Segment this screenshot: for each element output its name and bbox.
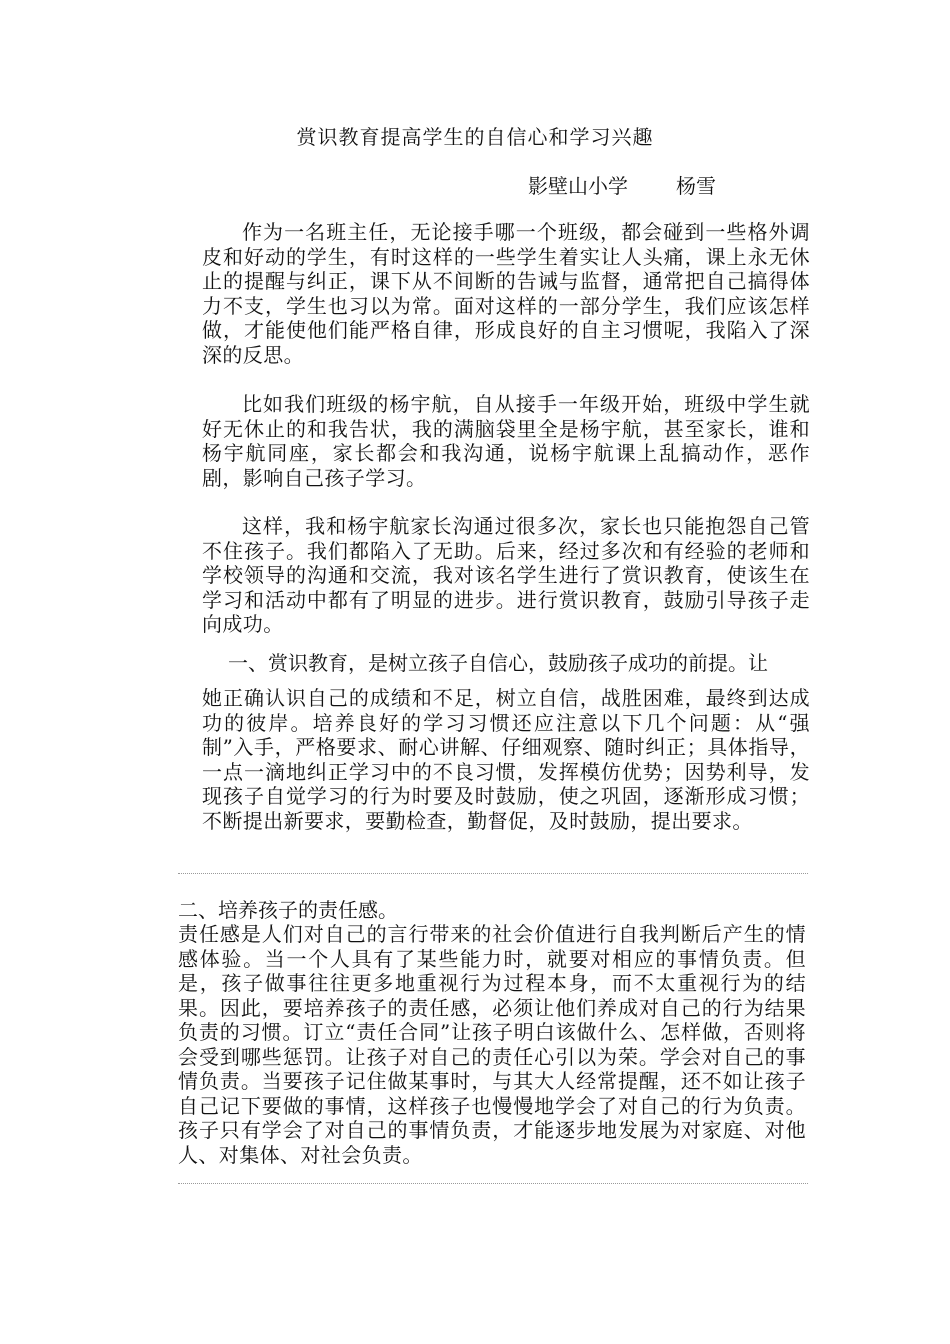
section-1-heading: 一、赏识教育，是树立孩子自信心，鼓励孩子成功的前提。让 [228,651,768,675]
section-1-body: 她正确认识自己的成绩和不足，树立自信，战胜困难，最终到达成功的彼岸。培养良好的学习习惯还应注意以下几个问题：从“强制”入手，严格要求、耐心讲解、仔细观察、随时纠正；具体指导，一点一滴地纠正学习中的不良习惯，发挥模仿优势；因势利导，发现孩子自觉学习的行为时要及时鼓励，使之巩固，逐渐形成习惯；不断提出新要求，要勤检查，勤督促，及时鼓励，提出要求。 [202,686,810,833]
paragraph-2: 比如我们班级的杨宇航，自从接手一年级开始，班级中学生就好无休止的和我告状，我的满脑袋里全是杨宇航，甚至家长，谁和杨宇航同座，家长都会和我沟通，说杨宇航课上乱搞动作，恶作剧，影响自己孩子学习。 [202,392,810,490]
section-2-body: 责任感是人们对自己的言行带来的社会价值进行自我判断后产生的情感体验。当一个人具有了某些能力时，就要对相应的事情负责。但是，孩子做事往往更多地重视行为过程本身，而不太重视行为的结果。因此，要培养孩子的责任感，必须让他们养成对自己的行为结果负责的习惯。订立“责任合同”让孩子明白该做什么、怎样做，否则将会受到哪些惩罚。让孩子对自己的责任心引以为荣。学会对自己的事情负责。当要孩子记住做某事时，与其大人经常提醒，还不如让孩子自己记下要做的事情，这样孩子也慢慢地学会了对自己的行为负责。孩子只有学会了对自己的事情负责，才能逐步地发展为对家庭、对他人、对集体、对社会负责。 [178,922,806,1167]
section-2-heading: 二、培养孩子的责任感。 [178,898,398,922]
paragraph-3: 这样，我和杨宇航家长沟通过很多次，家长也只能抱怨自己管不住孩子。我们都陷入了无助。后来，经过多次和有经验的老师和学校领导的沟通和交流，我对该名学生进行了赏识教育，使该生在学习和活动中都有了明显的进步。进行赏识教育，鼓励引导孩子走向成功。 [202,514,810,637]
dotted-divider [178,1183,808,1184]
author-line [528,172,716,200]
author-name: 杨雪 [676,174,716,198]
paragraph-1: 作为一名班主任，无论接手哪一个班级，都会碰到一些格外调皮和好动的学生，有时这样的一些学生着实让人头痛，课上永无休止的提醒与纠正，课下从不间断的告诫与监督，通常把自己搞得体力不支，学生也习以为常。面对这样的一部分学生，我们应该怎样做，才能使他们能严格自律，形成良好的自主习惯呢，我陷入了深深的反思。 [202,220,810,367]
document-title: 赏识教育提高学生的自信心和学习兴趣 [296,125,654,149]
author-school: 影壁山小学 [528,174,628,198]
dotted-divider [178,873,808,874]
